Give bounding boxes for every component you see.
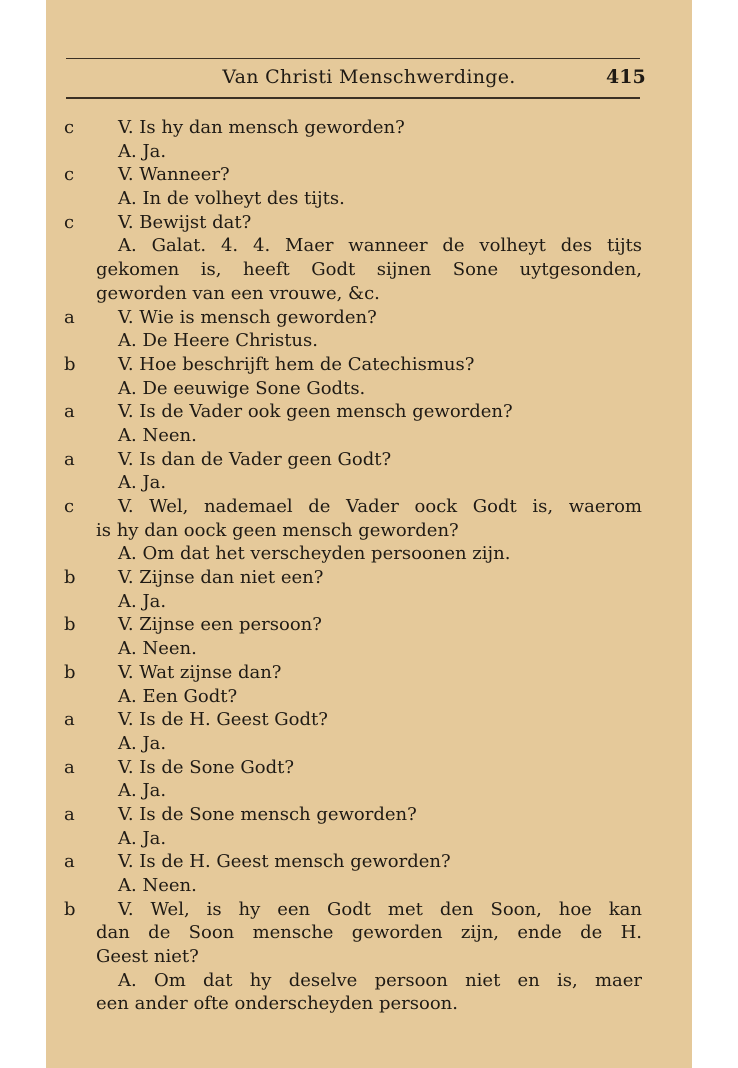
line-text: V. Zijnse een persoon? xyxy=(118,614,322,636)
line-text: een ander ofte onderscheyden persoon. xyxy=(96,993,458,1015)
answer-line xyxy=(46,637,692,661)
level-marker: b xyxy=(64,614,76,636)
line-text: V. Zijnse dan niet een? xyxy=(118,567,324,589)
question-line xyxy=(46,661,692,685)
line-text: V. Hoe beschrijft hem de Catechismus? xyxy=(118,353,475,375)
level-marker: a xyxy=(64,401,75,423)
answer-line xyxy=(46,874,692,898)
level-marker: c xyxy=(64,496,75,517)
level-marker: c xyxy=(64,164,75,186)
line-text: A. Een Godt? xyxy=(118,685,238,707)
level-marker: a xyxy=(64,709,75,731)
question-line xyxy=(46,306,692,330)
question-line xyxy=(46,495,692,519)
question-line xyxy=(46,566,692,590)
level-marker: b xyxy=(64,661,76,683)
level-marker: c xyxy=(64,117,75,138)
question-line xyxy=(46,898,692,922)
answer-line xyxy=(46,187,692,211)
question-line xyxy=(46,756,692,780)
question-line xyxy=(46,400,692,424)
header-bottom-rule xyxy=(66,97,640,99)
question-line xyxy=(46,116,692,140)
line-text: V. Is dan de Vader geen Godt? xyxy=(118,448,392,470)
line-text: A. Ja. xyxy=(118,590,167,612)
answer-line xyxy=(46,827,692,851)
line-text: V. Is de H. Geest Godt? xyxy=(118,709,328,731)
level-marker: a xyxy=(64,448,75,470)
line-text: A. Om dat het verscheyden persoonen zijn. xyxy=(118,543,511,565)
line-text: is hy dan oock geen mensch geworden? xyxy=(96,519,459,541)
line-text: A. Ja. xyxy=(118,732,167,754)
answer-line xyxy=(46,969,692,993)
line-text: gekomen is, heeft Godt sijnen Sone uytgesonden, xyxy=(96,259,642,281)
question-line xyxy=(46,448,692,472)
question-line xyxy=(46,850,692,874)
line-text: dan de Soon mensche geworden zijn, ende de H. xyxy=(96,922,642,944)
line-text: A. De eeuwige Sone Godts. xyxy=(118,377,366,399)
question-line xyxy=(46,211,692,235)
answer-line xyxy=(46,542,692,566)
level-marker: b xyxy=(64,353,76,375)
level-marker: b xyxy=(64,567,76,589)
continuation-line xyxy=(46,258,692,282)
question-line xyxy=(46,708,692,732)
answer-line xyxy=(46,779,692,803)
line-text: V. Is de Vader ook geen mensch geworden? xyxy=(118,401,513,423)
line-text: V. Is de Sone Godt? xyxy=(118,756,295,778)
line-text: V. Is hy dan mensch geworden? xyxy=(118,117,405,138)
answer-line xyxy=(46,234,692,258)
line-text: A. Galat. 4. 4. Maer wanneer de volheyt des tijts xyxy=(118,235,642,257)
line-text: V. Wel, is hy een Godt met den Soon, hoe kan xyxy=(118,898,642,920)
line-text: A. Ja. xyxy=(118,827,167,849)
continuation-line xyxy=(46,992,692,1016)
question-line xyxy=(46,163,692,187)
continuation-line xyxy=(46,282,692,306)
question-line xyxy=(46,353,692,377)
running-header-title: Van Christi Menschwerdinge. xyxy=(222,66,516,88)
answer-line xyxy=(46,471,692,495)
line-text: V. Wie is mensch geworden? xyxy=(118,306,377,328)
answer-line xyxy=(46,329,692,353)
line-text: V. Bewijst dat? xyxy=(118,211,252,233)
continuation-line xyxy=(46,945,692,969)
line-text: A. Ja. xyxy=(118,140,167,162)
level-marker: a xyxy=(64,306,75,328)
line-text: V. Wanneer? xyxy=(118,164,230,186)
line-text: V. Is de H. Geest mensch geworden? xyxy=(118,851,451,873)
line-text: V. Wat zijnse dan? xyxy=(118,661,282,683)
answer-line xyxy=(46,732,692,756)
answer-line xyxy=(46,140,692,164)
level-marker: c xyxy=(64,211,75,233)
line-text: A. Neen. xyxy=(118,875,197,896)
question-line xyxy=(46,613,692,637)
line-text: A. Ja. xyxy=(118,472,167,494)
line-text: A. De Heere Christus. xyxy=(118,330,318,352)
line-text: A. Neen. xyxy=(118,424,197,446)
line-text: A. Ja. xyxy=(118,780,167,802)
line-text: A. In de volheyt des tijts. xyxy=(118,188,345,210)
answer-line xyxy=(46,685,692,709)
line-text: V. Is de Sone mensch geworden? xyxy=(118,803,417,825)
level-marker: a xyxy=(64,803,75,825)
book-page xyxy=(46,0,692,1068)
answer-line xyxy=(46,377,692,401)
header-top-rule xyxy=(66,58,640,59)
level-marker: a xyxy=(64,851,75,873)
continuation-line xyxy=(46,921,692,945)
question-line xyxy=(46,803,692,827)
line-text: V. Wel, nademael de Vader oock Godt is, waerom xyxy=(118,496,642,517)
answer-line xyxy=(46,590,692,614)
level-marker: b xyxy=(64,898,76,920)
line-text: geworden van een vrouwe, &c. xyxy=(96,282,380,304)
line-text: A. Om dat hy deselve persoon niet en is, maer xyxy=(118,969,642,991)
line-text: A. Neen. xyxy=(118,638,197,660)
answer-line xyxy=(46,424,692,448)
level-marker: a xyxy=(64,756,75,778)
page-number: 415 xyxy=(606,66,646,88)
catechism-text xyxy=(46,116,692,1016)
continuation-line xyxy=(46,519,692,543)
line-text: Geest niet? xyxy=(96,946,199,968)
